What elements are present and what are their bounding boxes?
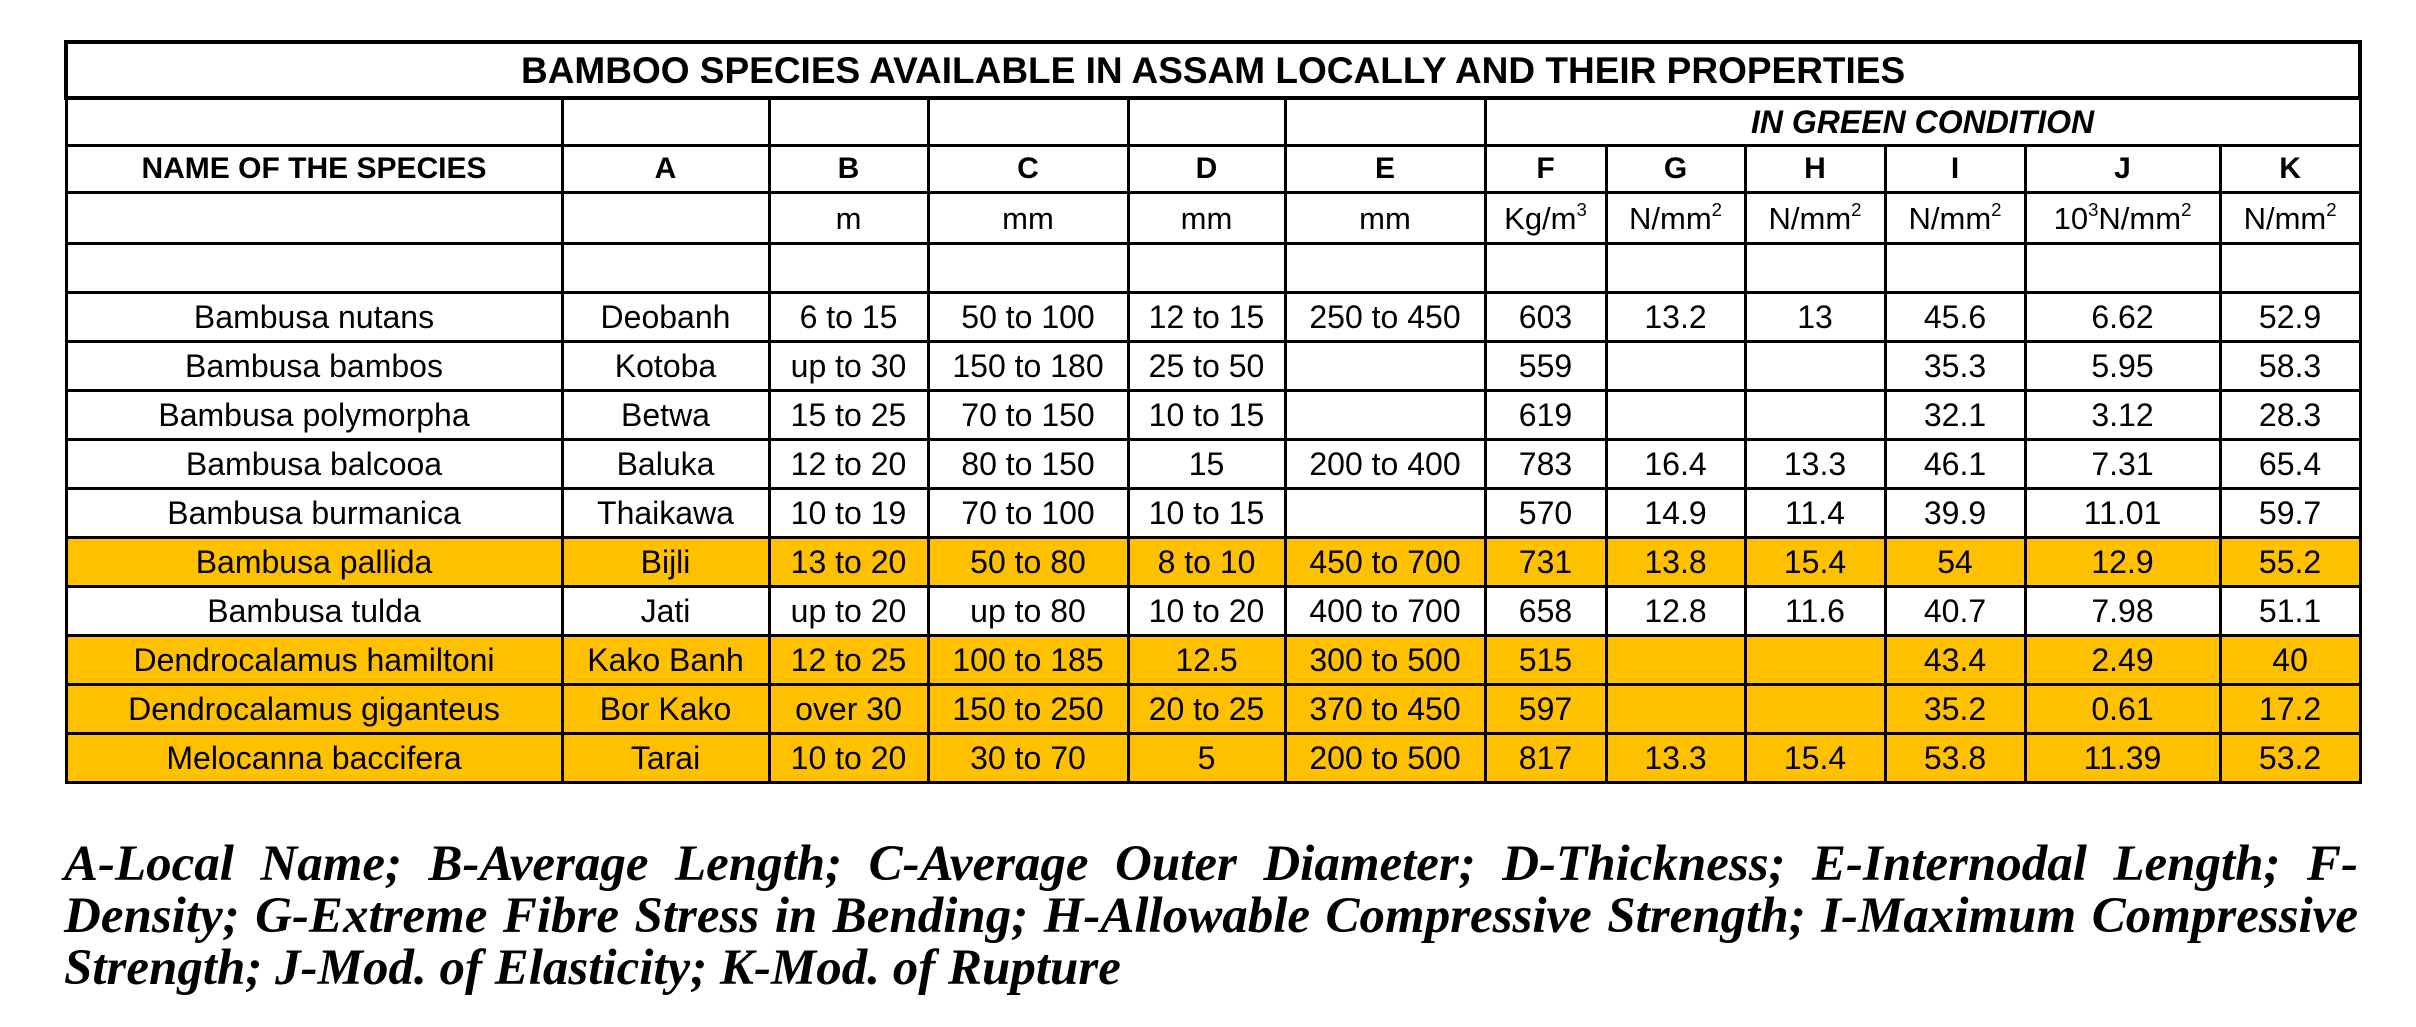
unit-g — [1606, 193, 1745, 244]
cell-density: 597 — [1485, 685, 1606, 734]
cell-density: 619 — [1485, 391, 1606, 440]
unit-j — [2025, 193, 2220, 244]
cell-density: 658 — [1485, 587, 1606, 636]
cell-density: 817 — [1485, 734, 1606, 783]
cell-internodal-length: 200 to 400 — [1285, 440, 1485, 489]
unit-i-base: N/mm — [1908, 200, 1992, 236]
cell-fibre-stress — [1606, 391, 1745, 440]
group-label-green-condition: IN GREEN CONDITION — [1485, 98, 2360, 146]
empty-cell — [1285, 244, 1485, 293]
column-header-d: D — [1128, 146, 1285, 193]
cell-species-name: Bambusa bambos — [66, 342, 562, 391]
empty-cell — [1885, 244, 2025, 293]
table-row — [66, 293, 2360, 342]
cell-mod-elasticity: 6.62 — [2025, 293, 2220, 342]
cell-density: 559 — [1485, 342, 1606, 391]
column-header-a: A — [562, 146, 769, 193]
table-title-row — [66, 42, 2360, 98]
cell-average-length: 15 to 25 — [769, 391, 928, 440]
empty-cell — [928, 244, 1128, 293]
empty-cell — [1485, 244, 1606, 293]
column-header-b: B — [769, 146, 928, 193]
cell-maximum-compressive: 39.9 — [1885, 489, 2025, 538]
empty-cell — [928, 98, 1128, 146]
table-row — [66, 587, 2360, 636]
cell-maximum-compressive: 54 — [1885, 538, 2025, 587]
cell-species-name: Dendrocalamus giganteus — [66, 685, 562, 734]
cell-thickness: 20 to 25 — [1128, 685, 1285, 734]
cell-local-name: Bijli — [562, 538, 769, 587]
table-row — [66, 538, 2360, 587]
empty-cell — [1128, 98, 1285, 146]
empty-cell — [562, 244, 769, 293]
cell-average-length: over 30 — [769, 685, 928, 734]
table-row — [66, 440, 2360, 489]
cell-local-name: Baluka — [562, 440, 769, 489]
cell-allowable-compressive: 15.4 — [1745, 734, 1885, 783]
empty-cell — [769, 244, 928, 293]
cell-mod-rupture: 28.3 — [2220, 391, 2360, 440]
empty-cell — [2220, 244, 2360, 293]
cell-local-name: Bor Kako — [562, 685, 769, 734]
cell-allowable-compressive — [1745, 391, 1885, 440]
cell-mod-elasticity: 5.95 — [2025, 342, 2220, 391]
cell-outer-diameter: 150 to 250 — [928, 685, 1128, 734]
cell-species-name: Bambusa burmanica — [66, 489, 562, 538]
cell-species-name: Bambusa pallida — [66, 538, 562, 587]
unit-f — [1485, 193, 1606, 244]
cell-mod-elasticity: 3.12 — [2025, 391, 2220, 440]
empty-cell — [66, 193, 562, 244]
unit-k — [2220, 193, 2360, 244]
unit-h — [1745, 193, 1885, 244]
cell-fibre-stress: 16.4 — [1606, 440, 1745, 489]
empty-cell — [1745, 244, 1885, 293]
cell-maximum-compressive: 40.7 — [1885, 587, 2025, 636]
cell-allowable-compressive — [1745, 685, 1885, 734]
cell-mod-elasticity: 7.31 — [2025, 440, 2220, 489]
cell-thickness: 10 to 20 — [1128, 587, 1285, 636]
cell-fibre-stress: 13.8 — [1606, 538, 1745, 587]
cell-outer-diameter: 150 to 180 — [928, 342, 1128, 391]
cell-thickness: 5 — [1128, 734, 1285, 783]
cell-thickness: 12.5 — [1128, 636, 1285, 685]
table-row — [66, 489, 2360, 538]
cell-outer-diameter: 70 to 100 — [928, 489, 1128, 538]
cell-internodal-length: 450 to 700 — [1285, 538, 1485, 587]
cell-mod-elasticity: 7.98 — [2025, 587, 2220, 636]
column-header-c: C — [928, 146, 1128, 193]
cell-thickness: 10 to 15 — [1128, 391, 1285, 440]
column-header-g: G — [1606, 146, 1745, 193]
cell-mod-rupture: 59.7 — [2220, 489, 2360, 538]
cell-outer-diameter: up to 80 — [928, 587, 1128, 636]
cell-outer-diameter: 30 to 70 — [928, 734, 1128, 783]
empty-cell — [562, 98, 769, 146]
column-header-i: I — [1885, 146, 2025, 193]
cell-species-name: Dendrocalamus hamiltoni — [66, 636, 562, 685]
unit-b: m — [769, 193, 928, 244]
cell-local-name: Betwa — [562, 391, 769, 440]
cell-density: 783 — [1485, 440, 1606, 489]
column-header-k: K — [2220, 146, 2360, 193]
cell-species-name: Melocanna baccifera — [66, 734, 562, 783]
cell-average-length: up to 30 — [769, 342, 928, 391]
cell-outer-diameter: 50 to 100 — [928, 293, 1128, 342]
cell-species-name: Bambusa nutans — [66, 293, 562, 342]
cell-fibre-stress: 14.9 — [1606, 489, 1745, 538]
unit-c: mm — [928, 193, 1128, 244]
table-row — [66, 636, 2360, 685]
cell-allowable-compressive: 15.4 — [1745, 538, 1885, 587]
cell-outer-diameter: 100 to 185 — [928, 636, 1128, 685]
cell-allowable-compressive — [1745, 636, 1885, 685]
cell-internodal-length — [1285, 342, 1485, 391]
table-row — [66, 342, 2360, 391]
empty-cell — [1606, 244, 1745, 293]
unit-i-sup: 2 — [1991, 198, 2002, 220]
cell-mod-elasticity: 11.39 — [2025, 734, 2220, 783]
cell-internodal-length — [1285, 489, 1485, 538]
cell-density: 570 — [1485, 489, 1606, 538]
cell-thickness: 12 to 15 — [1128, 293, 1285, 342]
cell-mod-rupture: 53.2 — [2220, 734, 2360, 783]
cell-allowable-compressive: 11.6 — [1745, 587, 1885, 636]
empty-cell — [2025, 244, 2220, 293]
empty-cell — [66, 244, 562, 293]
empty-cell — [1285, 98, 1485, 146]
table-row — [66, 734, 2360, 783]
cell-density: 731 — [1485, 538, 1606, 587]
name-column-header: NAME OF THE SPECIES — [66, 146, 562, 193]
cell-thickness: 10 to 15 — [1128, 489, 1285, 538]
cell-maximum-compressive: 43.4 — [1885, 636, 2025, 685]
cell-mod-elasticity: 2.49 — [2025, 636, 2220, 685]
cell-average-length: 10 to 20 — [769, 734, 928, 783]
cell-mod-rupture: 55.2 — [2220, 538, 2360, 587]
cell-mod-rupture: 65.4 — [2220, 440, 2360, 489]
cell-outer-diameter: 80 to 150 — [928, 440, 1128, 489]
cell-outer-diameter: 50 to 80 — [928, 538, 1128, 587]
unit-j-pre: 10 — [2053, 200, 2089, 236]
cell-fibre-stress — [1606, 636, 1745, 685]
table-row — [66, 685, 2360, 734]
cell-internodal-length: 400 to 700 — [1285, 587, 1485, 636]
empty-cell — [769, 98, 928, 146]
cell-mod-rupture: 58.3 — [2220, 342, 2360, 391]
unit-j-mid: N/mm — [2098, 200, 2182, 236]
column-header-e: E — [1285, 146, 1485, 193]
empty-cell — [66, 98, 562, 146]
cell-internodal-length: 200 to 500 — [1285, 734, 1485, 783]
group-header-row — [66, 98, 2360, 146]
unit-i — [1885, 193, 2025, 244]
cell-average-length: 13 to 20 — [769, 538, 928, 587]
cell-mod-elasticity: 11.01 — [2025, 489, 2220, 538]
cell-local-name: Kotoba — [562, 342, 769, 391]
table-title: BAMBOO SPECIES AVAILABLE IN ASSAM LOCALLY AND THEIR PROPERTIES — [66, 42, 2360, 98]
cell-internodal-length: 300 to 500 — [1285, 636, 1485, 685]
cell-fibre-stress: 13.3 — [1606, 734, 1745, 783]
cell-local-name: Thaikawa — [562, 489, 769, 538]
cell-average-length: 12 to 25 — [769, 636, 928, 685]
cell-internodal-length: 370 to 450 — [1285, 685, 1485, 734]
unit-h-base: N/mm — [1768, 200, 1852, 236]
cell-density: 515 — [1485, 636, 1606, 685]
cell-mod-rupture: 51.1 — [2220, 587, 2360, 636]
cell-thickness: 15 — [1128, 440, 1285, 489]
cell-mod-elasticity: 0.61 — [2025, 685, 2220, 734]
cell-local-name: Jati — [562, 587, 769, 636]
cell-fibre-stress — [1606, 342, 1745, 391]
cell-maximum-compressive: 46.1 — [1885, 440, 2025, 489]
unit-j-sup1: 3 — [2088, 198, 2099, 220]
unit-e: mm — [1285, 193, 1485, 244]
unit-f-sup: 3 — [1576, 198, 1587, 220]
empty-cell — [1128, 244, 1285, 293]
column-header-f: F — [1485, 146, 1606, 193]
cell-mod-elasticity: 12.9 — [2025, 538, 2220, 587]
cell-average-length: 6 to 15 — [769, 293, 928, 342]
cell-maximum-compressive: 32.1 — [1885, 391, 2025, 440]
spacer-row — [66, 244, 2360, 293]
cell-mod-rupture: 40 — [2220, 636, 2360, 685]
cell-local-name: Kako Banh — [562, 636, 769, 685]
unit-g-base: N/mm — [1629, 200, 1712, 236]
cell-average-length: 12 to 20 — [769, 440, 928, 489]
cell-maximum-compressive: 35.3 — [1885, 342, 2025, 391]
cell-allowable-compressive: 11.4 — [1745, 489, 1885, 538]
unit-d: mm — [1128, 193, 1285, 244]
cell-fibre-stress: 13.2 — [1606, 293, 1745, 342]
cell-thickness: 8 to 10 — [1128, 538, 1285, 587]
cell-local-name: Tarai — [562, 734, 769, 783]
cell-maximum-compressive: 35.2 — [1885, 685, 2025, 734]
column-letter-row — [66, 146, 2360, 193]
bamboo-species-table — [64, 40, 2362, 784]
unit-row — [66, 193, 2360, 244]
cell-internodal-length — [1285, 391, 1485, 440]
cell-species-name: Bambusa tulda — [66, 587, 562, 636]
cell-outer-diameter: 70 to 150 — [928, 391, 1128, 440]
cell-maximum-compressive: 53.8 — [1885, 734, 2025, 783]
column-legend: A-Local Name; B-Average Length; C-Average Outer Diameter; D-Thickness; E-Internodal Length; F-Density; G-Extreme Fibre Stress in Bending; H-Allowable Compressive Strength; I-Maximum Compressive Strength; J-Mod. of Elasticity; K-Mod. of Rupture — [64, 836, 2358, 996]
unit-k-base: N/mm — [2243, 200, 2327, 236]
table-row — [66, 391, 2360, 440]
cell-mod-rupture: 52.9 — [2220, 293, 2360, 342]
column-header-j: J — [2025, 146, 2220, 193]
cell-allowable-compressive — [1745, 342, 1885, 391]
cell-thickness: 25 to 50 — [1128, 342, 1285, 391]
column-header-h: H — [1745, 146, 1885, 193]
cell-allowable-compressive: 13 — [1745, 293, 1885, 342]
cell-allowable-compressive: 13.3 — [1745, 440, 1885, 489]
cell-fibre-stress — [1606, 685, 1745, 734]
unit-a — [562, 193, 769, 244]
unit-h-sup: 2 — [1851, 198, 1862, 220]
cell-species-name: Bambusa balcooa — [66, 440, 562, 489]
unit-f-base: Kg/m — [1504, 200, 1577, 236]
unit-g-sup: 2 — [1711, 198, 1722, 220]
cell-maximum-compressive: 45.6 — [1885, 293, 2025, 342]
cell-fibre-stress: 12.8 — [1606, 587, 1745, 636]
cell-mod-rupture: 17.2 — [2220, 685, 2360, 734]
cell-internodal-length: 250 to 450 — [1285, 293, 1485, 342]
cell-density: 603 — [1485, 293, 1606, 342]
unit-k-sup: 2 — [2326, 198, 2337, 220]
cell-species-name: Bambusa polymorpha — [66, 391, 562, 440]
cell-average-length: up to 20 — [769, 587, 928, 636]
cell-average-length: 10 to 19 — [769, 489, 928, 538]
unit-j-sup2: 2 — [2181, 198, 2192, 220]
cell-local-name: Deobanh — [562, 293, 769, 342]
